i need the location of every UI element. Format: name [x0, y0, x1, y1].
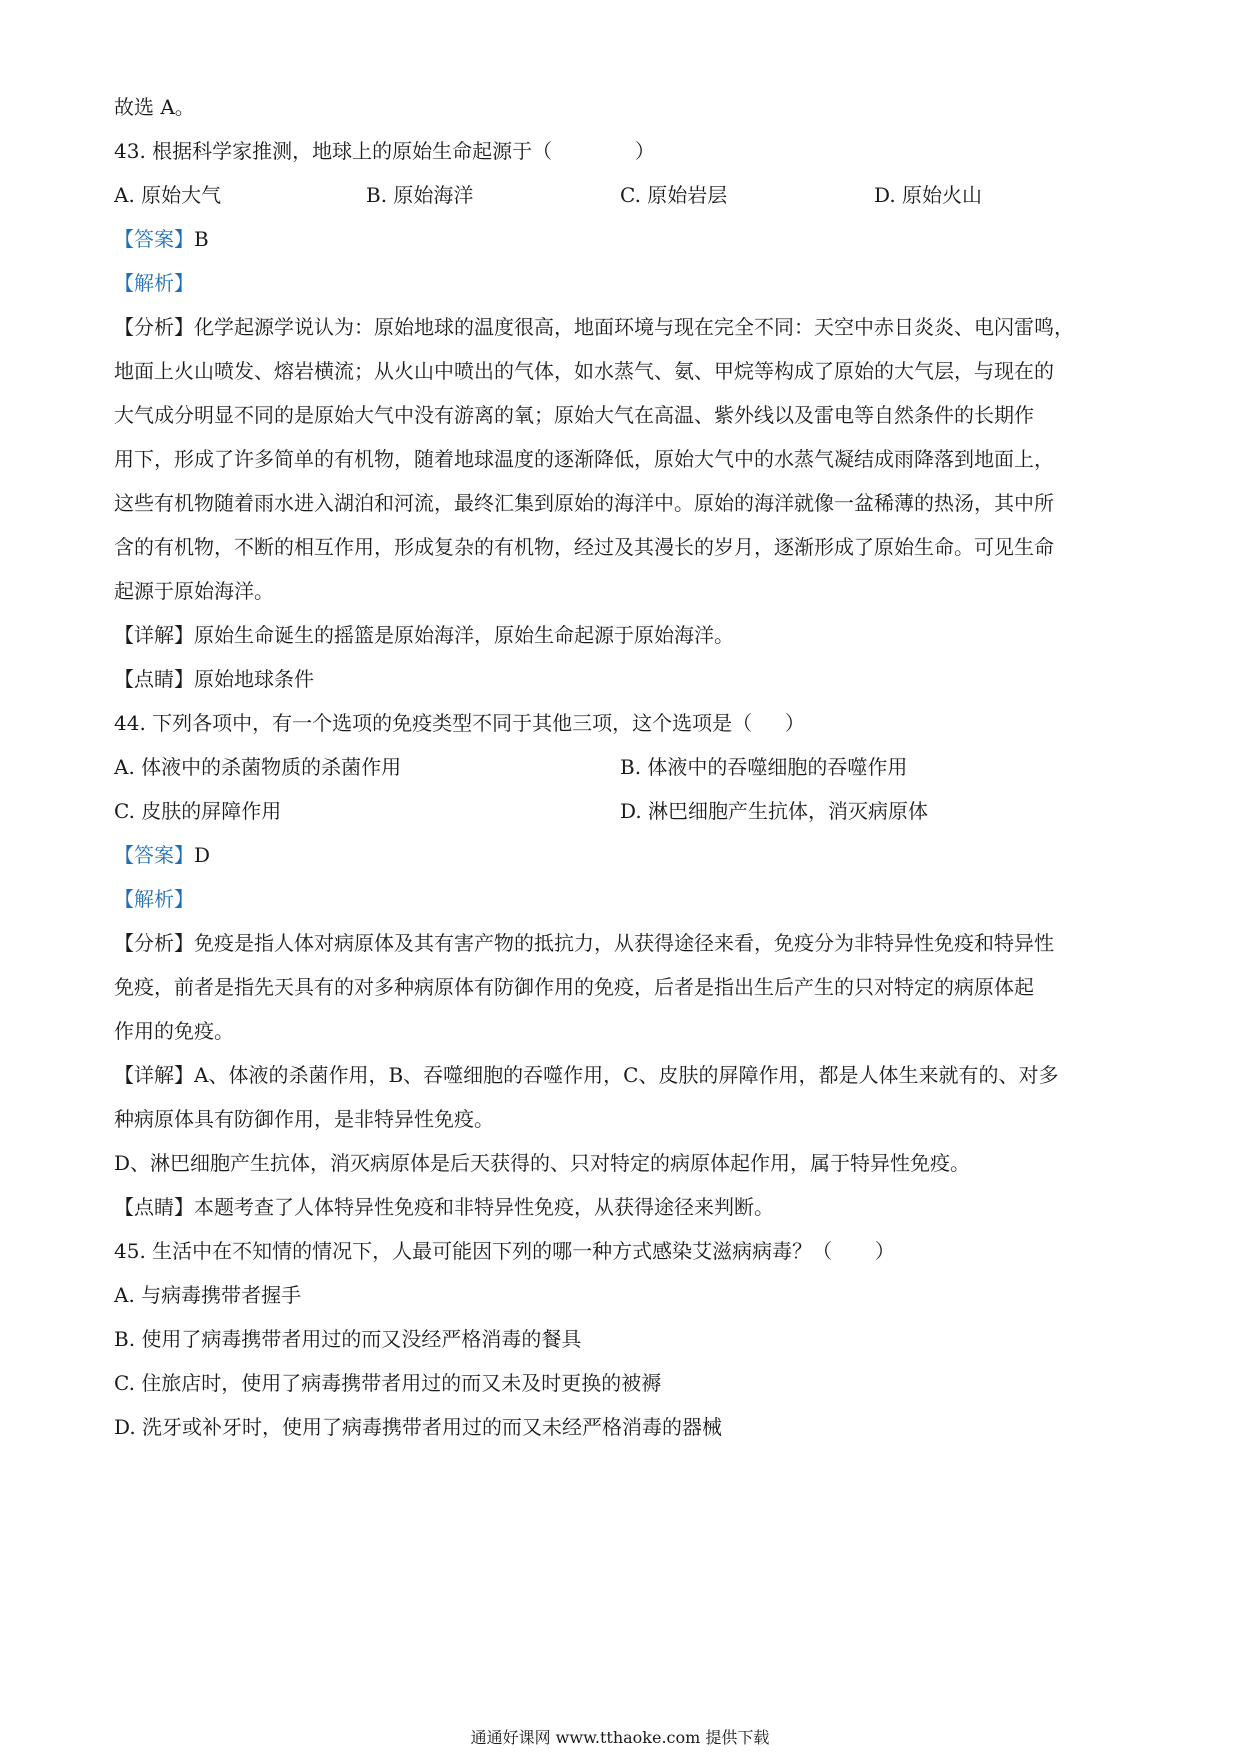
- dianjing-tag: 【点睛】: [114, 667, 194, 691]
- xiangjie-text: D、淋巴细胞产生抗体，消灭病原体是后天获得的、只对特定的病原体起作用，属于特异性免疫。: [114, 1151, 971, 1175]
- fenxi-text: 免疫是指人体对病原体及其有害产物的抵抗力，从获得途径来看，免疫分为非特异性免疫和特异性: [194, 931, 1054, 955]
- option-d: D. 洗牙或补牙时，使用了病毒携带者用过的而又未经严格消毒的器械: [114, 1415, 723, 1439]
- question-number: 45.: [114, 1239, 146, 1263]
- answer-tag: 【答案】: [114, 227, 194, 251]
- question-text: 生活中在不知情的情况下，人最可能因下列的哪一种方式感染艾滋病病毒？（: [152, 1239, 833, 1263]
- question-text: 下列各项中，有一个选项的免疫类型不同于其他三项，这个选项是（: [152, 711, 753, 735]
- dianjing-line: [114, 1192, 774, 1222]
- question-paren-close: ）: [874, 1239, 895, 1263]
- option-b: B. 使用了病毒携带者用过的而又没经严格消毒的餐具: [114, 1327, 582, 1351]
- fenxi-line: [114, 312, 1074, 342]
- fenxi-text: 地面上火山喷发、熔岩横流；从火山中喷出的气体，如水蒸气、氨、甲烷等构成了原始的大气层，与现在的: [114, 359, 1054, 383]
- fenxi-text: 大气成分明显不同的是原始大气中没有游离的氧；原始大气在高温、紫外线以及雷电等自然条件的长期作: [114, 403, 1034, 427]
- option-d: D. 原始火山: [874, 183, 983, 207]
- top-line: 故选 A。: [114, 95, 195, 119]
- fenxi-tag: 【分析】: [114, 931, 194, 955]
- option-a: A. 与病毒携带者握手: [114, 1283, 302, 1307]
- analysis-tag: 【解析】: [114, 271, 194, 295]
- option-a: A. 体液中的杀菌物质的杀菌作用: [114, 755, 402, 779]
- page-footer: 通通好课网 www.tthaoke.com 提供下载: [470, 1728, 770, 1747]
- fenxi-line: [114, 928, 1054, 958]
- dianjing-tag: 【点睛】: [114, 1195, 194, 1219]
- option-a: A. 原始大气: [114, 183, 222, 207]
- fenxi-text: 作用的免疫。: [114, 1019, 234, 1043]
- fenxi-text: 化学起源学说认为：原始地球的温度很高，地面环境与现在完全不同：天空中赤日炎炎、电闪雷鸣，: [194, 315, 1074, 339]
- question-45-stem: [114, 1236, 895, 1266]
- dianjing-text: 原始地球条件: [194, 667, 314, 691]
- answer-value: D: [194, 843, 211, 867]
- fenxi-text: 这些有机物随着雨水进入湖泊和河流，最终汇集到原始的海洋中。原始的海洋就像一盆稀薄的热汤，其中所: [114, 491, 1054, 515]
- answer-tag: 【答案】: [114, 843, 194, 867]
- answer-line: [114, 840, 210, 870]
- xiangjie-text: 原始生命诞生的摇篮是原始海洋，原始生命起源于原始海洋。: [194, 623, 734, 647]
- xiangjie-tag: 【详解】: [114, 623, 194, 647]
- option-c: C. 住旅店时，使用了病毒携带者用过的而又未及时更换的被褥: [114, 1371, 662, 1395]
- fenxi-text: 免疫，前者是指先天具有的对多种病原体有防御作用的免疫，后者是指出生后产生的只对特定的病原体起: [114, 975, 1034, 999]
- answer-line: [114, 224, 209, 254]
- analysis-tag: 【解析】: [114, 887, 194, 911]
- fenxi-tag: 【分析】: [114, 315, 194, 339]
- question-number: 44.: [114, 711, 146, 735]
- option-d: D. 淋巴细胞产生抗体，消灭病原体: [620, 799, 929, 823]
- xiangjie-tag: 【详解】: [114, 1063, 194, 1087]
- fenxi-text: 起源于原始海洋。: [114, 579, 274, 603]
- xiangjie-text: A、体液的杀菌作用，B、吞噬细胞的吞噬作用，C、皮肤的屏障作用，都是人体生来就有的、对多: [194, 1063, 1059, 1087]
- question-text: 根据科学家推测，地球上的原始生命起源于（: [152, 139, 553, 163]
- xiangjie-line: [114, 620, 734, 650]
- question-number: 43.: [114, 139, 146, 163]
- dianjing-text: 本题考查了人体特异性免疫和非特异性免疫，从获得途径来判断。: [194, 1195, 774, 1219]
- answer-value: B: [194, 227, 209, 251]
- question-paren-close: ）: [634, 139, 655, 163]
- question-paren-close: ）: [784, 711, 805, 735]
- fenxi-text: 用下，形成了许多简单的有机物，随着地球温度的逐渐降低，原始大气中的水蒸气凝结成雨降落到地面上，: [114, 447, 1054, 471]
- xiangjie-text: 种病原体具有防御作用，是非特异性免疫。: [114, 1107, 494, 1131]
- option-c: C. 原始岩层: [620, 183, 728, 207]
- fenxi-text: 含的有机物，不断的相互作用，形成复杂的有机物，经过及其漫长的岁月，逐渐形成了原始生命。可见生命: [114, 535, 1054, 559]
- option-c: C. 皮肤的屏障作用: [114, 799, 282, 823]
- xiangjie-line: [114, 1060, 1058, 1090]
- dianjing-line: [114, 664, 314, 694]
- option-b: B. 体液中的吞噬细胞的吞噬作用: [620, 755, 908, 779]
- option-b: B. 原始海洋: [366, 183, 474, 207]
- question-44-stem: [114, 708, 805, 738]
- question-43-stem: [114, 136, 655, 166]
